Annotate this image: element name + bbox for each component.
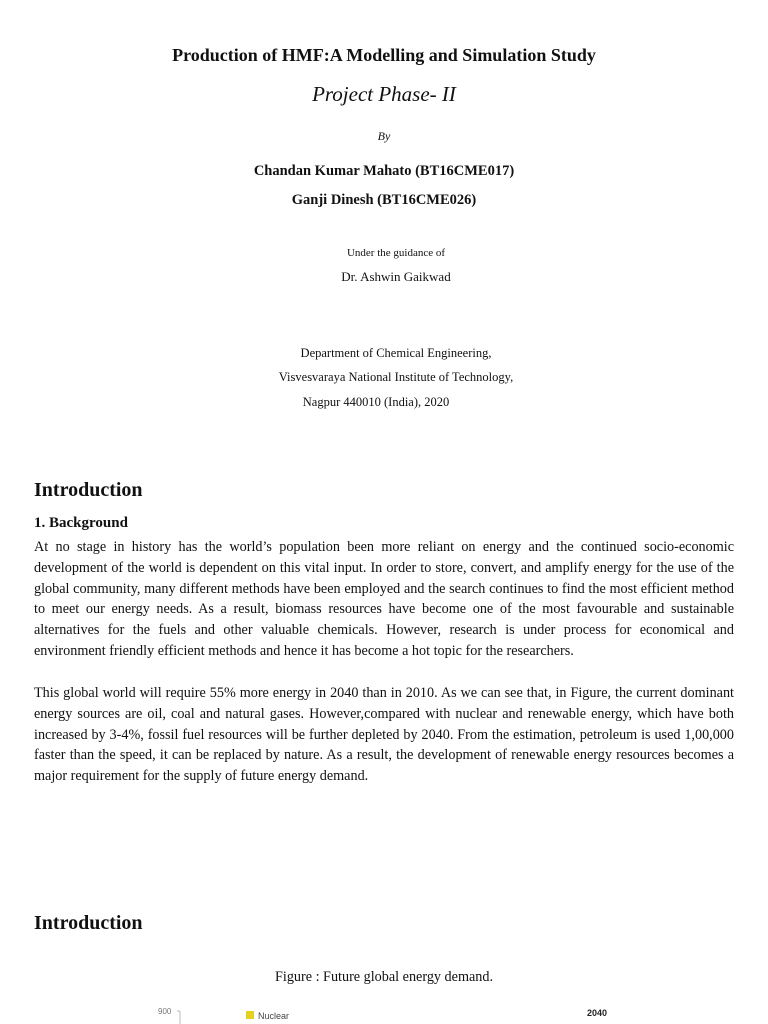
figure-caption: Figure : Future global energy demand. bbox=[274, 969, 494, 985]
guide-name: Dr. Ashwin Gaikwad bbox=[341, 269, 451, 284]
department: Department of Chemical Engineering, bbox=[300, 346, 492, 360]
address: Nagpur 440010 (India), 2020 bbox=[302, 395, 450, 409]
section-heading: Introduction bbox=[34, 912, 143, 934]
guidance-label: Under the guidance of bbox=[346, 247, 446, 259]
document-title: Production of HMF:A Modelling and Simulation Study bbox=[172, 45, 596, 65]
legend-swatch-nuclear bbox=[246, 1011, 254, 1019]
section-heading: Introduction bbox=[34, 479, 143, 501]
energy-demand-chart bbox=[140, 1000, 640, 1024]
author-1: Chandan Kumar Mahato (BT16CME017) bbox=[253, 163, 515, 179]
by-label: By bbox=[377, 129, 391, 143]
institute: Visvesvaraya National Institute of Technology, bbox=[278, 370, 514, 384]
y-tick-label: 900 bbox=[158, 1007, 172, 1016]
legend-label-nuclear: Nuclear bbox=[258, 1011, 290, 1021]
subsection-heading: 1. Background bbox=[34, 515, 128, 531]
paragraph: At no stage in history has the world’s population been more reliant on energy and the continued socio-economic development of the world is dependent on this vital input. In order to store, convert, and amplify energy for the use of the global community, many different methods have been employed and the search continues to find the most efficient method to meet our energy needs. As a result, biomass resources have become one of the most favourable and sustainable alternatives for the fuels and other valuable chemicals. However, research is under process for economical and environment friendly efficient methods and hence it has become a hot topic for the researchers. bbox=[34, 539, 734, 659]
x-tick-label: 2040 bbox=[587, 1008, 608, 1018]
author-2: Ganji Dinesh (BT16CME026) bbox=[291, 192, 477, 208]
document-subtitle: Project Phase- II bbox=[312, 82, 456, 106]
paragraph: This global world will require 55% more energy in 2040 than in 2010. As we can see that, in Figure, the current dominant energy sources are oil, coal and natural gases. However,compared with nuclear and renewable energy, which have both increased by 3-4%, fossil fuel resources will be further depleted by 2040. From the estimation, petroleum is used 1,00,000 faster than the speed, it can be replaced by nature. As a result, the development of renewable energy resources becomes a major requirement for the supply of future energy demand. bbox=[34, 685, 734, 785]
